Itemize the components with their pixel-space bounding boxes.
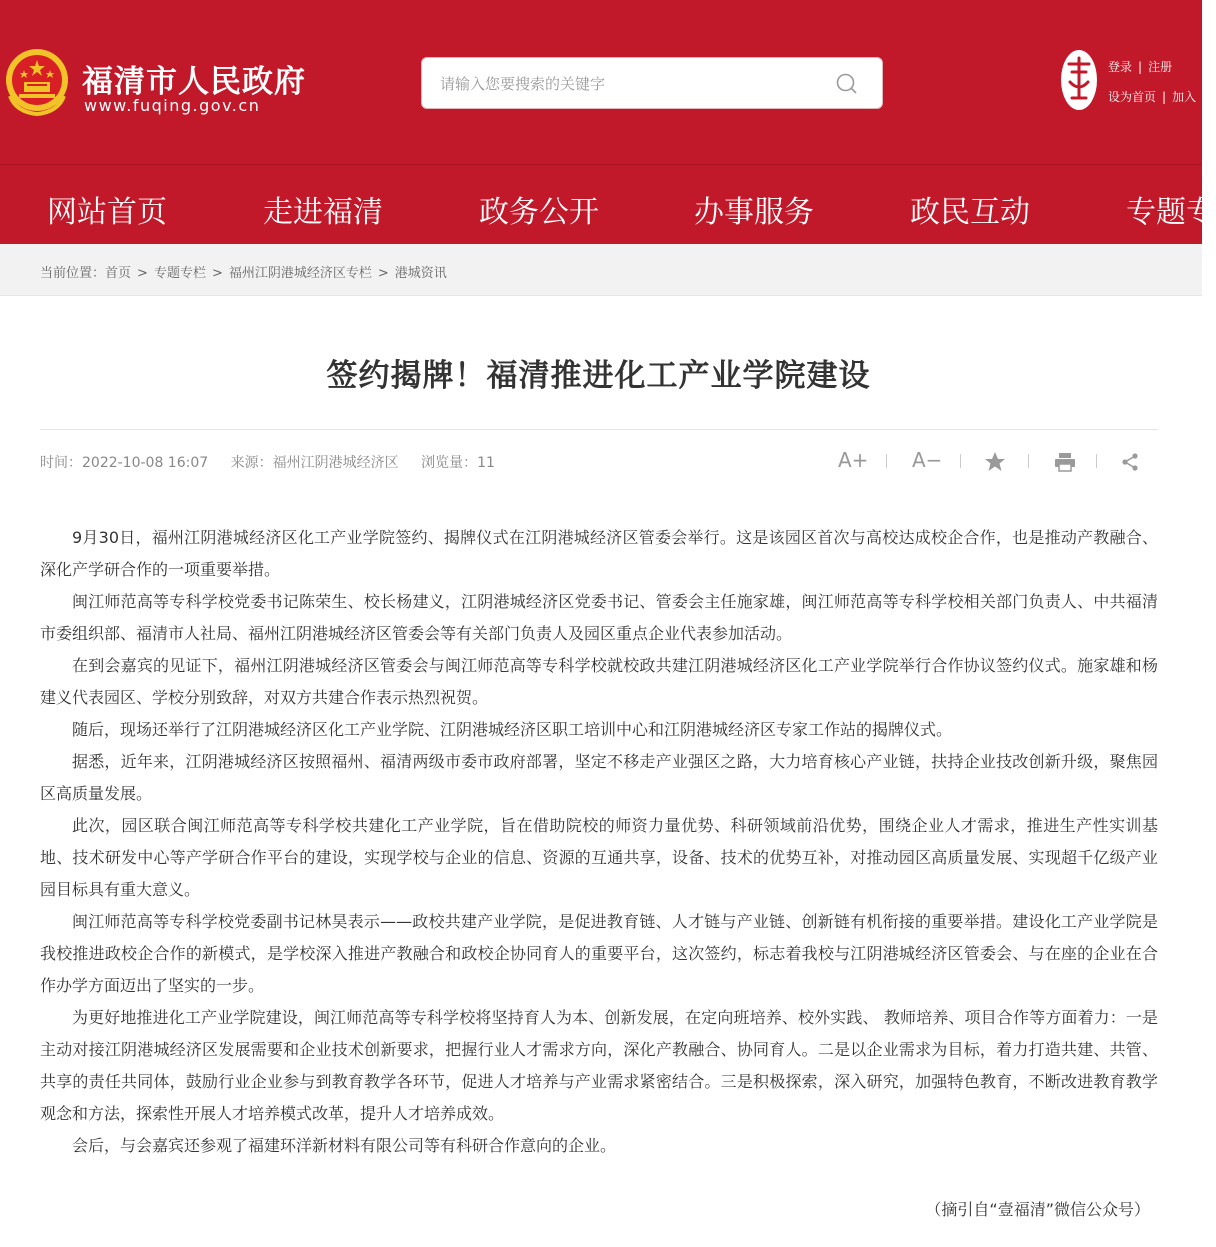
font-increase-button[interactable]: A+ xyxy=(838,448,869,472)
site-title[interactable]: 福清市人民政府 xyxy=(82,64,306,100)
tool-separator xyxy=(1028,454,1029,468)
breadcrumb-home[interactable]: 首页 xyxy=(105,266,132,281)
main-nav xyxy=(0,164,1216,244)
nav-item-about[interactable]: 走进福清 xyxy=(263,195,383,230)
publish-time: 时间：2022-10-08 16:07 xyxy=(40,455,209,471)
article-paragraph: 闽江师范高等专科学校党委副书记林昊表示——政校共建产业学院，是促进教育链、人才链与产业链、创新链有机衔接的重要举措。建设化工产业学院是我校推进政校企合作的新模式，是学校深入推进产教融合和政校企协同育人的重要平台，这次签约，标志着我校与江阴港城经济区管委会、与在座的企业在合作办学方面迈出了坚实的一步。 xyxy=(40,912,1158,995)
title-divider xyxy=(40,429,1158,430)
nav-item-home[interactable]: 网站首页 xyxy=(47,195,167,230)
share-icon[interactable] xyxy=(1120,452,1140,472)
article-paragraph: 会后，与会嘉宾还参观了福建环洋新材料有限公司等有科研合作意向的企业。 xyxy=(72,1136,617,1155)
separator: | xyxy=(1162,90,1167,104)
breadcrumb-separator: > xyxy=(211,266,223,281)
site-header xyxy=(0,0,1202,164)
search-icon[interactable] xyxy=(835,72,859,96)
font-decrease-button[interactable]: A− xyxy=(912,448,943,472)
article-source: 来源：福州江阴港城经济区 xyxy=(230,455,399,471)
article-paragraph: 在到会嘉宾的见证下，福州江阴港城经济区管委会与闽江师范高等专科学校就校政共建江阴港城经济区化工产业学院举行合作协议签约仪式。施家雄和杨建义代表园区、学校分别致辞，对双方共建合作表示热烈祝贺。 xyxy=(40,656,1158,707)
city-seal-logo-icon xyxy=(1060,48,1098,112)
tool-separator xyxy=(886,454,887,468)
source-note: （摘引自“壹福清”微信公众号） xyxy=(925,1200,1150,1219)
add-favorite-link[interactable]: 加入 xyxy=(1172,90,1197,104)
article-paragraph: 9月30日，福州江阴港城经济区化工产业学院签约、揭牌仪式在江阴港城经济区管委会举行。这是该园区首次与高校达成校企合作，也是推动产教融合、深化产学研合作的一项重要举措。 xyxy=(40,528,1158,579)
nav-item-services[interactable]: 办事服务 xyxy=(694,195,814,230)
search-box xyxy=(421,57,883,109)
article-paragraph: 随后，现场还举行了江阴港城经济区化工产业学院、江阴港城经济区职工培训中心和江阴港城经济区专家工作站的揭牌仪式。 xyxy=(72,720,953,739)
site-url: www.fuqing.gov.cn xyxy=(84,96,261,115)
nav-item-topics[interactable]: 专题专 xyxy=(1126,195,1216,230)
national-emblem-icon xyxy=(4,46,70,118)
breadcrumb-separator: > xyxy=(377,266,389,281)
breadcrumb-bar xyxy=(0,244,1202,296)
article-paragraph: 据悉，近年来，江阴港城经济区按照福州、福清两级市委市政府部署，坚定不移走产业强区之路，大力培育核心产业链，扶持企业技改创新升级，聚焦园区高质量发展。 xyxy=(40,752,1158,803)
breadcrumb-current[interactable]: 港城资讯 xyxy=(394,266,447,281)
breadcrumb-column[interactable]: 福州江阴港城经济区专栏 xyxy=(228,266,372,281)
article-paragraph: 此次，园区联合闽江师范高等专科学校共建化工产业学院，旨在借助院校的师资力量优势、科研领域前沿优势，围绕企业人才需求，推进生产性实训基地、技术研发中心等产学研合作平台的建设，实现学校与企业的信息、资源的互通共享，设备、技术的优势互补，对推动园区高质量发展、实现超千亿级产业园目标具有重大意义。 xyxy=(40,816,1158,899)
view-count: 浏览量：11 xyxy=(421,455,495,471)
nav-item-gov-affairs[interactable]: 政务公开 xyxy=(479,195,599,230)
separator: | xyxy=(1138,60,1143,74)
search-input[interactable] xyxy=(440,71,830,97)
user-links xyxy=(1108,58,1196,118)
article-title: 签约揭牌！福清推进化工产业学院建设 xyxy=(326,358,871,394)
favorite-star-icon[interactable] xyxy=(984,451,1006,473)
nav-item-interaction[interactable]: 政民互动 xyxy=(910,195,1030,230)
login-link[interactable]: 登录 xyxy=(1108,60,1133,74)
article-paragraph: 为更好地推进化工产业学院建设，闽江师范高等专科学校将坚持育人为本、创新发展，在定向班培养、校外实践、 教师培养、项目合作等方面着力：一是主动对接江阴港城经济区发展需要和企业技术创新要求，把握行业人才需求方向，深化产教融合、协同育人。二是以企业需求为目标，着力打造共建、共管、共享的责任共同体，鼓励行业企业参与到教育教学各环节，促进人才培养与产业需求紧密结合。三是积极探索，深入研究，加强特色教育，不断改进教育教学观念和方法，探索性开展人才培养模式改革，提升人才培养成效。 xyxy=(40,1008,1158,1123)
breadcrumb-label: 当前位置： xyxy=(40,266,106,281)
tool-separator xyxy=(1096,454,1097,468)
breadcrumb-separator: > xyxy=(137,266,148,281)
article-paragraph: 闽江师范高等专科学校党委书记陈荣生、校长杨建义，江阴港城经济区党委书记、管委会主任施家雄，闽江师范高等专科学校相关部门负责人、中共福清市委组织部、福清市人社局、福州江阴港城经济区管委会等有关部门负责人及园区重点企业代表参加活动。 xyxy=(40,592,1158,643)
breadcrumb xyxy=(40,262,447,281)
article-body xyxy=(40,522,1158,1162)
register-link[interactable]: 注册 xyxy=(1148,60,1173,74)
article-meta xyxy=(40,452,513,472)
breadcrumb-topics[interactable]: 专题专栏 xyxy=(153,266,206,281)
tool-separator xyxy=(960,454,961,468)
set-home-link[interactable]: 设为首页 xyxy=(1108,90,1157,104)
print-icon[interactable] xyxy=(1054,452,1076,472)
